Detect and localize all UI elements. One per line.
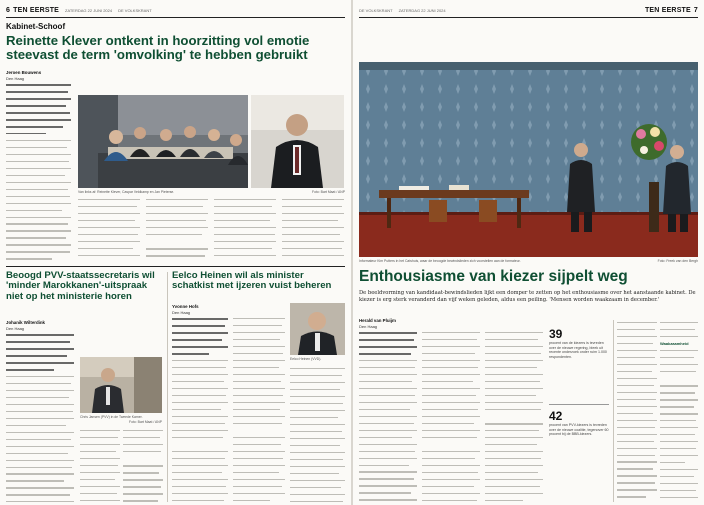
stat-number: 39 xyxy=(549,327,563,341)
top-rule xyxy=(359,17,698,18)
top-rule xyxy=(6,17,345,18)
main-headline: Enthousiasme van kiezer sijpelt weg xyxy=(359,268,628,285)
catshuis-photo xyxy=(359,62,698,257)
main-column-1 xyxy=(359,330,417,502)
article2-byline xyxy=(6,320,76,331)
main-byline xyxy=(359,318,419,329)
divider-rule xyxy=(6,266,345,267)
article1-column-2 xyxy=(78,197,140,262)
byline-place: Den Haag xyxy=(172,309,191,315)
side-column-1 xyxy=(617,320,657,502)
stat-box-1 xyxy=(549,328,609,360)
article2-caption: Chris Jansen (PVV) in de Tweede Kamer. xyxy=(80,415,143,419)
stat-divider xyxy=(549,404,609,405)
intro-text: De beeldvorming van kandidaat-bewindslieden lijkt een domper te zetten op het enthousiasme over het aanstaande kabinet. De kiezer is erg sterk veranderd dan vijf weken geleden, aldus een peiling. 'Mensen worden waakzaam in december.' xyxy=(359,290,696,304)
article3-byline xyxy=(172,304,242,315)
article1-lead-column xyxy=(6,82,71,260)
byline-author: Herald van Pluijm xyxy=(359,318,396,323)
page-number: 6 xyxy=(6,7,11,14)
article1-photo xyxy=(78,95,248,188)
date-line: ZATERDAG 22 JUNI 2024 xyxy=(65,8,113,13)
column-separator xyxy=(167,272,168,502)
stat-number: 42 xyxy=(549,409,563,423)
byline-place: Den Haag xyxy=(6,75,25,81)
right-folio-right xyxy=(645,6,698,15)
article2-credit: Foto: Bart Maat / ANP xyxy=(129,420,162,424)
article1-caption: Van links af: Reinette Klever, Caspar Veldkamp en Jan Pieterse. xyxy=(78,190,175,194)
side-column-2 xyxy=(660,320,698,502)
byline-author: Yvonne Hofs xyxy=(172,304,199,309)
main-column-2 xyxy=(422,330,480,502)
page-number: 7 xyxy=(693,7,698,14)
masthead: TEN EERSTE xyxy=(644,7,691,14)
left-folio xyxy=(6,6,152,15)
article2-lead-column xyxy=(6,332,74,502)
main-column-3 xyxy=(485,330,543,502)
right-page xyxy=(353,0,704,505)
catshuis-caption: Informateur Kim Putters in het Catshuis, waar de beoogde bewindslieden zich voorstellen aan de formateur. xyxy=(359,259,521,263)
date-line: ZATERDAG 22 JUNI 2024 xyxy=(398,8,446,13)
paper-name: DE VOLKSKRANT xyxy=(118,8,152,13)
article2-column-2 xyxy=(80,428,120,503)
byline-author: Jeroen Bouwens xyxy=(6,70,42,75)
article1-photo-side xyxy=(251,95,344,188)
article3-photo xyxy=(290,303,345,355)
left-page xyxy=(0,0,351,505)
article1-byline xyxy=(6,70,66,81)
section-title: Kabinet-Schoof xyxy=(6,22,66,31)
article3-caption: Eelco Heinen (VVD). xyxy=(290,357,322,361)
article1-column-4 xyxy=(214,197,276,262)
byline-place: Den Haag xyxy=(6,325,25,331)
article3-column-1 xyxy=(172,316,228,502)
paper-name: DE VOLKSKRANT xyxy=(359,8,393,13)
right-folio-left xyxy=(359,6,446,15)
article1-credit: Foto: Bart Maat / ANP xyxy=(312,190,345,194)
stat-description: procent van de kiezers is tevreden over de nieuwe regering, bleek uit recente onderzoek onder ruim 1.000 respondenten. xyxy=(549,341,607,360)
article3-column-3 xyxy=(290,366,345,502)
article2-headline: Beoogd PVV-staatssecretaris wil 'minder Marokkanen'-uitspraak niet op het ministerie horen xyxy=(6,270,155,302)
article1-column-5 xyxy=(282,197,344,262)
article1-column-3 xyxy=(146,197,208,262)
article2-column-3 xyxy=(123,428,163,503)
side-subhead: Waakzaamheid xyxy=(660,341,698,346)
column-separator xyxy=(613,320,614,502)
article3-headline: Eelco Heinen wil als minister schatkist met ijzeren vuist beheren xyxy=(172,270,332,292)
byline-author: Johanik Wilterdink xyxy=(6,320,45,325)
article3-column-2 xyxy=(233,316,285,502)
article1-headline: Reinette Klever ontkent in hoorzitting vol emotie steevast de term 'omvolking' te hebben gebruikt xyxy=(6,33,310,63)
article2-photo xyxy=(80,357,162,413)
stat-box-2 xyxy=(549,410,609,437)
stat-description: procent van PVV-kiezers is tevreden over de nieuwe coalitie, tegenover 60 procent bij de BBB-kiezers. xyxy=(549,423,609,437)
byline-place: Den Haag xyxy=(359,323,378,329)
masthead: TEN EERSTE xyxy=(13,7,60,14)
catshuis-credit: Foto: Freek van den Bergh xyxy=(657,259,698,263)
